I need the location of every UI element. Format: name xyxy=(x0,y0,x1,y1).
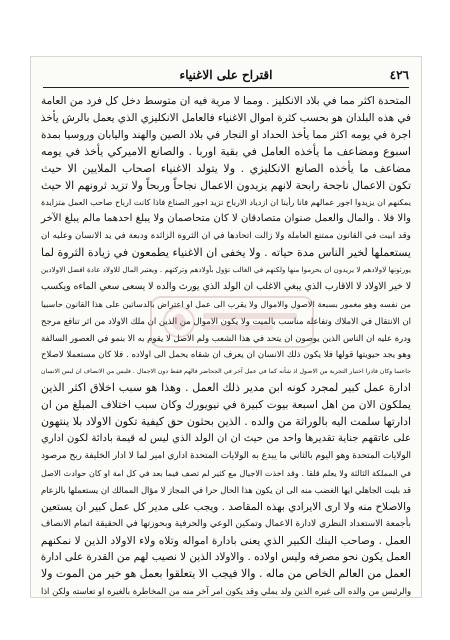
page-header xyxy=(43,65,409,85)
text-line: مضاعف ما يأخذه الصانع الانكليزي . ولا يتولد الاغنياء اصحاب الملايين الا حيث xyxy=(41,161,411,175)
running-title: اقتراح على الاغنياء xyxy=(179,68,273,82)
text-line: العمل من العالم الخاص من ماله . والا فيجب الا يتعلقوا بعمل هو خير من الموت ولا xyxy=(41,567,411,581)
page-number: ٤٢٦ xyxy=(389,68,409,82)
text-line: والرئيس من والده الى غيره الذين ولد يملي وقد يكون امر آخر منه من المخاطرة بالغيرة او تعاسته ولكن اذا xyxy=(41,586,411,597)
text-line: في المملكة الثالثة ولا يعلم قلقا . وقد اخذت الاجيال مع كثير لم تصف فيما بعد في كل امة او كان حوادث الاصل xyxy=(41,467,411,478)
text-line: المتحدة اكثر مما في بلاد الانكليز . ومما لا مرية فيه ان متوسط دخل كل فرد من العامة xyxy=(41,95,411,107)
text-line: وهو يجد حيويتها قولها فلا يكون ذلك الانسان ان يعرف ان شقاه يحمل الى اولاده . فلا كان مستعملا لاصلاح xyxy=(41,349,411,360)
text-line: ان الانتقال في الاملاك وتفاعله مناسب بالميت ولا يكون الاموال من الذين ان ملك الاولاد من اثر تنافع مرجح xyxy=(41,315,411,326)
text-line: ودرة عليه ان الناس الذين يوصون ان يتحد في هذا الشعب ولم الاصل لا يقوم به الا بنمو في العصور السالفة xyxy=(41,332,411,343)
text-line: من نفسه وهو مغمور بسبعة الاصول والاموال ولا يقرب الى عمل او اعتراض بالدساتين على هذا القانون حاسبيا xyxy=(41,298,411,309)
text-line: اجرة في يومه اكثر مما يأخذ الحداد او النجار في بلاد الصين والهند واليابان وروسيا بمدة xyxy=(41,128,411,141)
text-line: الولايات المتحدة وهو اليوم بالثاني ما يبدع به الولايات المتحدة اداري امير لما لا ادار الخليفة ربح مرصود xyxy=(41,451,411,462)
body-text xyxy=(40,93,411,597)
header-rule xyxy=(43,87,409,88)
text-line: في هذه البلدان هو بحسب كثرة اموال الاغنياء فالعامل الانكليزي الذي يعمل بالرش يأخذ xyxy=(40,111,411,124)
text-line: يملكون الان من اهل اسبعة بيوت كبيرة في نيويورك وكان سبب اختلاف المبلغ من ان xyxy=(41,398,411,412)
text-line: يمكنهم ان يزيدوا اجور عمالهم فانا رأينا ان ازدياد الارباح تزيد اجور الصناع فاذا كانت ارباح صاحب العمل متزايدة xyxy=(41,197,411,208)
text-line: قد بليت الجاهلي ايها الغضب منه الى ان يكون هذا الحال حرا في المجاز لا مؤال الممالك ان يستعملها بالزعام xyxy=(41,484,411,495)
text-line: والا فلا . والمال والعمل صنوان متصادقان لا كان متحاصمان ولا يبلغ احدهما مالم يبلغ الآخر xyxy=(41,213,411,225)
text-line: اسبوع ومضاعف ما يأخذه العامل في بقية اوربا . والصانع الاميركي يأخذ في يومه xyxy=(41,144,411,158)
text-line: لا خير الاولاد لا الاقارب الذي يبغي الاغلب ان الولد الذي يورث والده لا يسعى سعي الماءه ويكسب xyxy=(41,280,411,292)
text-line: على عاتقهم جناية تقديرها واحد من حيث ان ان الولد الذي ليس له قيمة بادائة لكون اداري xyxy=(41,433,411,445)
text-line: ادارة عمل كبير لمجرد كونه ابن مدير ذلك العمل . وهذا هو سبب اخلاق اكثر الذين xyxy=(41,381,411,395)
text-line: تكون الاعمال ناجحة رابحة لانهم يزيدون الاعمال نجاحاً وربحاً ولا تزيد ثرونهم الا حيث xyxy=(41,178,411,192)
text-line: بأجمعة الاستعداد النظري لادارة الاعمال وتمكين الوعي والحرفية وبحوزتها في الحقيقة اتمام الانصاف xyxy=(41,518,411,529)
text-line: يورثونها لاولادهم لا يريدون ان يحرموا منها ولكنهم في الغالب تؤول بأولادهم وتركتهم . ويعتبر المال للاولاد عادة افضل الاولادين xyxy=(41,265,411,275)
text-line: وقد ابيت في القانون ممتنع العاملة ولا زالت اتحادها في ان الثروة الزائدة ودبعة في يد الانسان وعليه ان xyxy=(41,231,411,242)
text-line: جاعسا وكان فادرا اختيار التجربة من الاصول اذ شأنه كما في عمل آخر في الجحاضر فالهم فقط دون الاجمال . فليس من الانصاف ان ليس الانسان xyxy=(41,367,411,375)
text-line: والاصلاح منه ولا ارى الايرادي بهذه المقاصد . ويجب على مدير كل عمل كبير ان يستعين xyxy=(40,500,411,513)
text-line: العمل . وصاحب البنك الكبير الذي يعنى بادارة امواله وتلاه ولاء الاولاد الذين لا نمكنهم xyxy=(40,533,411,547)
text-line: يستعملها لخير الناس مدة حياته . ولا يخفى ان الاغنياء يطمعون في زيادة الثروة لما xyxy=(41,246,411,260)
scanned-book-page xyxy=(30,56,422,598)
text-line: ادارتها سلمت اليه بالوراثة من والده . الذين بحثون حق كيفية تكون الاولاد بلا ينتهون xyxy=(40,415,411,429)
text-line: العمل يكون نحو مصرفه وليس اولاده . والاولاد الذين لا نصيب لهم من القدرة على ادارة xyxy=(40,551,411,564)
